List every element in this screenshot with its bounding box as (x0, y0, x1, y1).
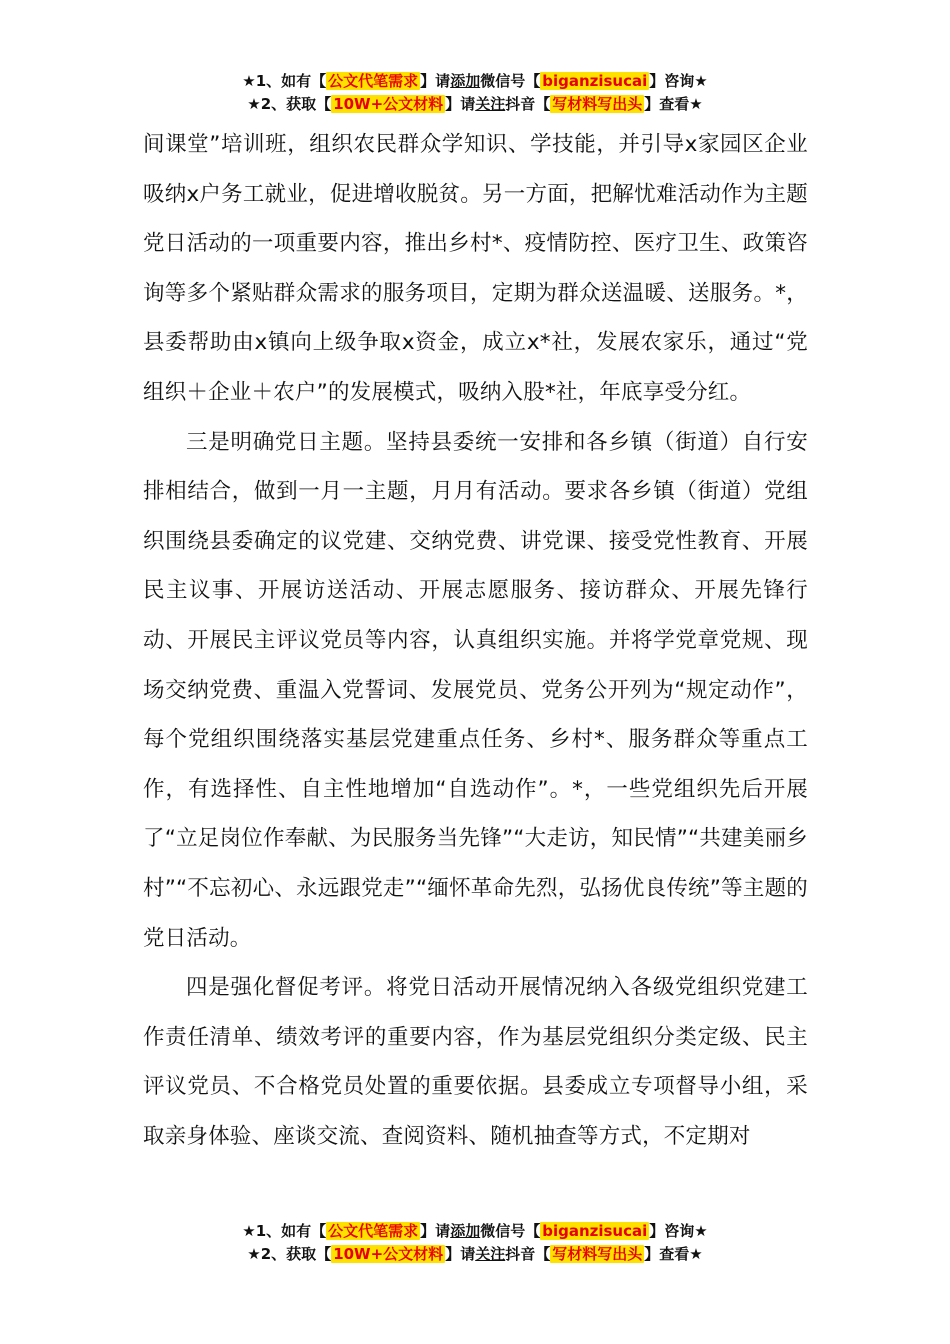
banner-line-2 (0, 1243, 950, 1266)
banner-text: 】请 (420, 1222, 451, 1240)
banner-douyin-id: 写材料写出头 (552, 95, 643, 113)
banner-text: 】请 (445, 95, 476, 113)
banner-line-2 (0, 93, 950, 116)
banner-douyin-id: 写材料写出头 (552, 1245, 643, 1263)
header-banner (0, 70, 950, 116)
banner-highlight: 公文代笔需求 (328, 1222, 419, 1240)
banner-text: 微信号【 (480, 1222, 541, 1240)
banner-underlined-text: 添加 (450, 1222, 481, 1240)
banner-text: 抖音【 (505, 95, 551, 113)
footer-banner (0, 1220, 950, 1266)
banner-text: 】咨询★ (649, 72, 708, 90)
paragraph-theme: 三是明确党日主题。坚持县委统一安排和各乡镇（街道）自行安排相结合，做到一月一主题，月月有活动。要求各乡镇（街道）党组织围绕县委确定的议党建、交纳党费、讲党课、接受党性教育、开展民主议事、开展访送活动、开展志愿服务、接访群众、开展先锋行动、开展民主评议党员等内容，认真组织实施。并将学党章党规、现场交纳党费、重温入党誓词、发展党员、党务公开列为“规定动作”，每个党组织围绕落实基层党建重点任务、乡村*、服务群众等重点工作，有选择性、自主性地增加“自选动作”。*，一些党组织先后开展了“立足岗位作奉献、为民服务当先锋”“大走访，知民情”“共建美丽乡村”“不忘初心、永远跟党走”“缅怀革命先烈，弘扬优良传统”等主题的党日活动。 (143, 429, 808, 951)
banner-wechat-id: biganzisucai (542, 72, 648, 90)
banner-text: 】咨询★ (649, 1222, 708, 1240)
paragraph-supervision: 四是强化督促考评。将党日活动开展情况纳入各级党组织党建工作责任清单、绩效考评的重要内容，作为基层党组织分类定级、民主评议党员、不合格党员处置的重要依据。县委成立专项督导小组，采取亲身体验、座谈交流、查阅资料、随机抽查等方式，不定期对 (143, 975, 808, 1149)
banner-highlight: 公文代笔需求 (328, 72, 419, 90)
banner-underlined-text: 关注 (475, 1245, 506, 1263)
banner-text: 】查看★ (644, 1245, 703, 1263)
banner-text: 】请 (445, 1245, 476, 1263)
banner-text: 】请 (420, 72, 451, 90)
banner-text: 抖音【 (505, 1245, 551, 1263)
banner-line-1 (0, 1220, 950, 1243)
banner-highlight: 10W+公文材料 (333, 95, 444, 113)
banner-underlined-text: 关注 (475, 95, 506, 113)
paragraph-continued: 间课堂”培训班，组织农民群众学知识、学技能，并引导x家园区企业吸纳x户务工就业，促进增收脱贫。另一方面，把解忧难活动作为主题党日活动的一项重要内容，推出乡村*、疫情防控、医疗卫生、政策咨询等多个紧贴群众需求的服务项目，定期为群众送温暖、送服务。*，县委帮助由x镇向上级争取x资金，成立x*社，发展农家乐，通过“党组织＋企业＋农户”的发展模式，吸纳入股*社，年底享受分红。 (143, 132, 808, 405)
banner-text: ★1、如有【 (242, 72, 327, 90)
banner-highlight: 10W+公文材料 (333, 1245, 444, 1263)
banner-text: 】查看★ (644, 95, 703, 113)
banner-text: ★2、获取【 (247, 1245, 332, 1263)
banner-underlined-text: 添加 (450, 72, 481, 90)
banner-text: 微信号【 (480, 72, 541, 90)
document-body (143, 120, 808, 1161)
banner-wechat-id: biganzisucai (542, 1222, 648, 1240)
banner-line-1 (0, 70, 950, 93)
banner-text: ★2、获取【 (247, 95, 332, 113)
banner-text: ★1、如有【 (242, 1222, 327, 1240)
